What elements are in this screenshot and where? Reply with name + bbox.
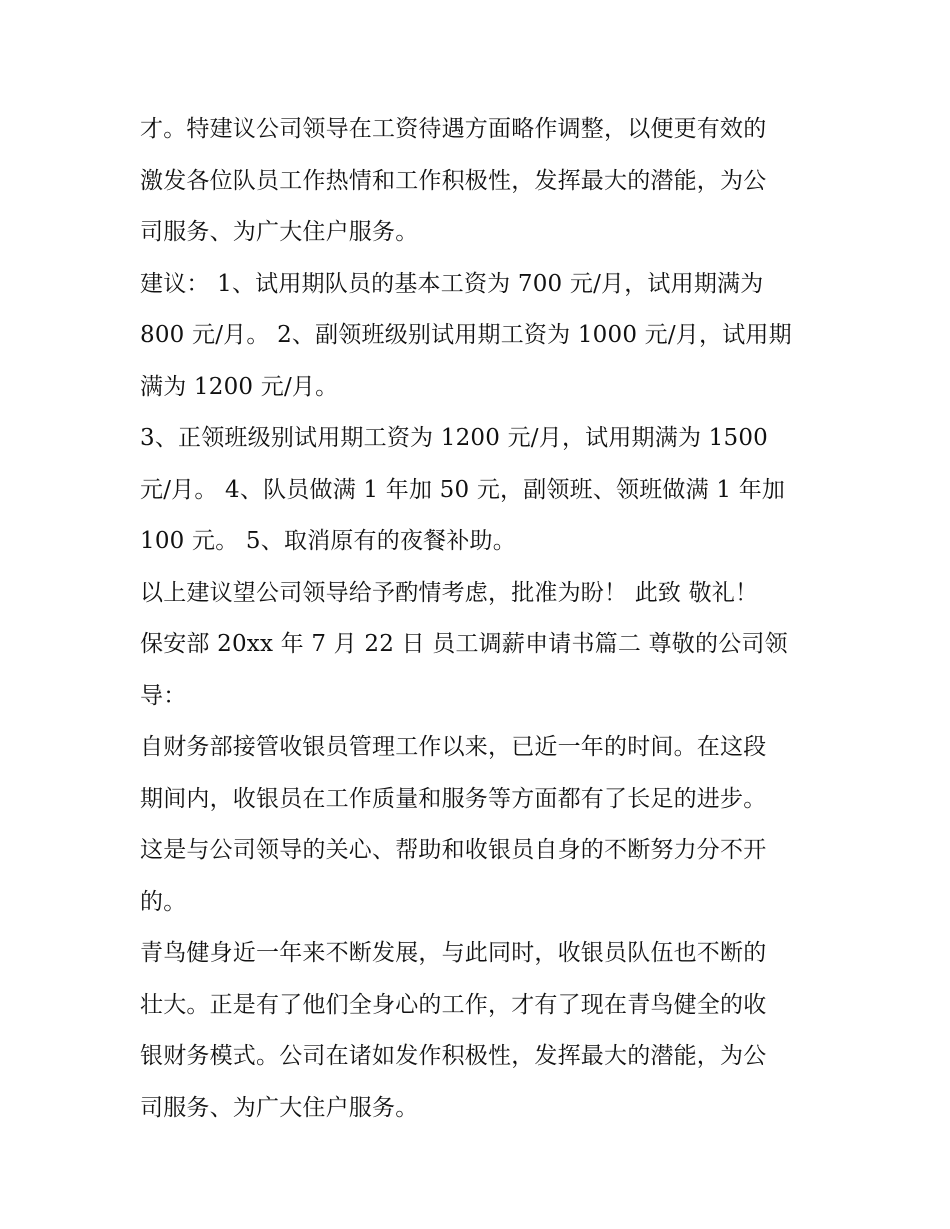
text-line: 元/月。 4、队员做满 1 年加 50 元，副领班、领班做满 1 年加 (140, 476, 786, 503)
text-line: 激发各位队员工作热情和工作积极性，发挥最大的潜能，为公 (140, 167, 767, 194)
text-line: 这是与公司领导的关心、帮助和收银员自身的不断努力分不开 (140, 837, 767, 863)
text-line: 800 元/月。 2、副领班级别试用期工资为 1000 元/月，试用期 (140, 322, 792, 348)
text-line: 银财务模式。公司在诸如发作积极性，发挥最大的潜能，为公 (140, 1043, 767, 1069)
text-line: 壮大。正是有了他们全身心的工作，才有了现在青鸟健全的收 (140, 991, 767, 1018)
text-line: 3、正领班级别试用期工资为 1200 元/月，试用期满为 1500 (140, 425, 768, 451)
text-line: 自财务部接管收银员管理工作以来，已近一年的时间。在这段 (140, 734, 767, 760)
text-line: 以上建议望公司领导给予酌情考虑，批准为盼！ 此致 敬礼！ (140, 579, 759, 606)
text-line: 100 元。 5、取消原有的夜餐补助。 (140, 528, 516, 554)
text-line: 司服务、为广大住户服务。 (140, 1094, 419, 1121)
text-line: 保安部 20xx 年 7 月 22 日 员工调薪申请书篇二 尊敬的公司领 (140, 631, 788, 657)
text-line: 导： (140, 682, 187, 709)
document-body (140, 104, 815, 1134)
text-line: 才。特建议公司领导在工资待遇方面略作调整，以便更有效的 (140, 116, 767, 142)
text-line: 司服务、为广大住户服务。 (140, 219, 419, 245)
text-line: 的。 (140, 888, 187, 915)
text-line: 青鸟健身近一年来不断发展，与此同时，收银员队伍也不断的 (140, 940, 767, 966)
text-line: 满为 1200 元/月。 (140, 373, 339, 400)
text-line: 建议： 1、试用期队员的基本工资为 700 元/月，试用期满为 (140, 270, 764, 297)
text-line: 期间内，收银员在工作质量和服务等方面都有了长足的进步。 (140, 785, 767, 812)
